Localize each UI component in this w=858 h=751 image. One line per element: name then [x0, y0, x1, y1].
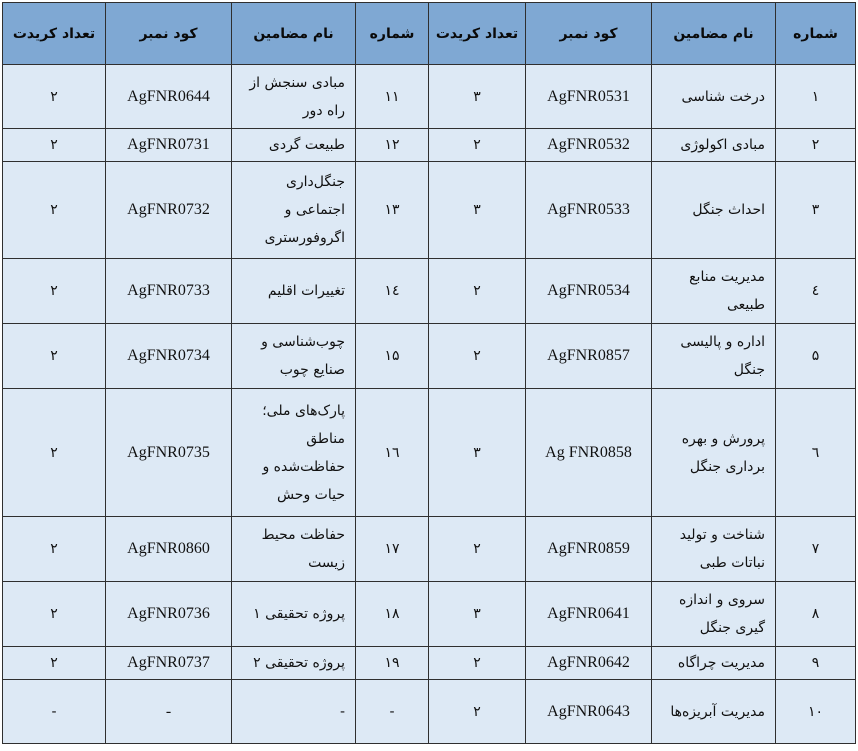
table-row: [3, 324, 856, 389]
row-number: ۲: [776, 129, 856, 162]
course-credits-2: ۲: [3, 389, 106, 517]
header-number: شماره: [776, 3, 856, 65]
course-name-2: پارک‌های ملی؛ مناطق حفاظت‌شده و حیات وحش: [232, 389, 356, 517]
course-code: AgFNR0534: [526, 259, 652, 324]
header-number-2: شماره: [356, 3, 429, 65]
course-credits-2: ۲: [3, 129, 106, 162]
table-row: [3, 680, 856, 744]
row-number-2: ۱۲: [356, 129, 429, 162]
header-course-code-2: کود نمبر: [106, 3, 232, 65]
course-name-2: تغییرات اقلیم: [232, 259, 356, 324]
course-name: احداث جنگل: [652, 162, 776, 259]
course-code: AgFNR0531: [526, 65, 652, 129]
course-code-2: AgFNR0644: [106, 65, 232, 129]
course-name-2: طبیعت گردی: [232, 129, 356, 162]
row-number: ۹: [776, 647, 856, 680]
course-name: مدیریت منابع طبیعی: [652, 259, 776, 324]
header-course-name: نام مضامین: [652, 3, 776, 65]
course-credits-2: ۲: [3, 65, 106, 129]
course-name: مبادی اکولوژی: [652, 129, 776, 162]
row-number-2: -: [356, 680, 429, 744]
course-credits: ۳: [429, 65, 526, 129]
table-row: [3, 259, 856, 324]
course-code: AgFNR0533: [526, 162, 652, 259]
course-credits: ۲: [429, 324, 526, 389]
course-code: AgFNR0859: [526, 517, 652, 582]
course-name-2: -: [232, 680, 356, 744]
course-code: AgFNR0643: [526, 680, 652, 744]
course-code-2: AgFNR0734: [106, 324, 232, 389]
row-number-2: ۱۹: [356, 647, 429, 680]
row-number: ۵: [776, 324, 856, 389]
course-code-2: AgFNR0737: [106, 647, 232, 680]
course-credits: ۲: [429, 259, 526, 324]
header-credits: تعداد کریدت: [429, 3, 526, 65]
row-number-2: ۱۵: [356, 324, 429, 389]
table-row: [3, 162, 856, 259]
row-number-2: ۱٦: [356, 389, 429, 517]
table-row: [3, 517, 856, 582]
course-code: AgFNR0641: [526, 582, 652, 647]
row-number: ۱۰: [776, 680, 856, 744]
course-table: [2, 2, 856, 744]
course-credits-2: ۲: [3, 647, 106, 680]
row-number-2: ۱۷: [356, 517, 429, 582]
course-code-2: AgFNR0731: [106, 129, 232, 162]
course-name-2: حفاظت محیط زیست: [232, 517, 356, 582]
table-row: [3, 129, 856, 162]
course-name-2: جنگل‌داری اجتماعی و اگروفورستری: [232, 162, 356, 259]
course-credits-2: ۲: [3, 517, 106, 582]
course-code-2: AgFNR0860: [106, 517, 232, 582]
course-credits-2: ۲: [3, 162, 106, 259]
header-row: [3, 3, 856, 65]
course-credits-2: ۲: [3, 259, 106, 324]
row-number-2: ۱٤: [356, 259, 429, 324]
course-name-2: پروژه تحقیقی ۱: [232, 582, 356, 647]
course-credits: ۳: [429, 389, 526, 517]
table-row: [3, 647, 856, 680]
row-number: ۳: [776, 162, 856, 259]
course-credits-2: ۲: [3, 582, 106, 647]
course-name-2: چوب‌شناسی و صنایع چوب: [232, 324, 356, 389]
course-table-container: [2, 2, 856, 744]
course-name: درخت شناسی: [652, 65, 776, 129]
course-code-2: -: [106, 680, 232, 744]
course-code-2: AgFNR0733: [106, 259, 232, 324]
header-course-name-2: نام مضامین: [232, 3, 356, 65]
row-number-2: ۱۱: [356, 65, 429, 129]
course-name: پرورش و بهره برداری جنگل: [652, 389, 776, 517]
row-number: ٤: [776, 259, 856, 324]
course-name-2: پروژه تحقیقی ۲: [232, 647, 356, 680]
row-number: ۱: [776, 65, 856, 129]
row-number-2: ۱۸: [356, 582, 429, 647]
course-credits-2: ۲: [3, 324, 106, 389]
header-course-code: کود نمبر: [526, 3, 652, 65]
course-credits: ۲: [429, 647, 526, 680]
course-name: مدیریت آبریزه‌ها: [652, 680, 776, 744]
course-code-2: AgFNR0736: [106, 582, 232, 647]
course-credits-2: -: [3, 680, 106, 744]
table-row: [3, 582, 856, 647]
course-credits: ۲: [429, 680, 526, 744]
row-number: ٦: [776, 389, 856, 517]
row-number-2: ۱۳: [356, 162, 429, 259]
course-name: سروی و اندازه گیری جنگل: [652, 582, 776, 647]
course-credits: ۲: [429, 517, 526, 582]
course-code: AgFNR0857: [526, 324, 652, 389]
header-credits-2: تعداد کریدت: [3, 3, 106, 65]
course-name: اداره و پالیسی جنگل: [652, 324, 776, 389]
table-row: [3, 389, 856, 517]
course-code: Ag FNR0858: [526, 389, 652, 517]
course-code: AgFNR0532: [526, 129, 652, 162]
course-credits: ۲: [429, 129, 526, 162]
course-name: شناخت و تولید نباتات طبی: [652, 517, 776, 582]
course-name: مدیریت چراگاه: [652, 647, 776, 680]
row-number: ۷: [776, 517, 856, 582]
row-number: ۸: [776, 582, 856, 647]
course-code: AgFNR0642: [526, 647, 652, 680]
table-row: [3, 65, 856, 129]
course-credits: ۳: [429, 582, 526, 647]
course-code-2: AgFNR0735: [106, 389, 232, 517]
course-code-2: AgFNR0732: [106, 162, 232, 259]
course-name-2: مبادی سنجش از راه دور: [232, 65, 356, 129]
course-credits: ۳: [429, 162, 526, 259]
